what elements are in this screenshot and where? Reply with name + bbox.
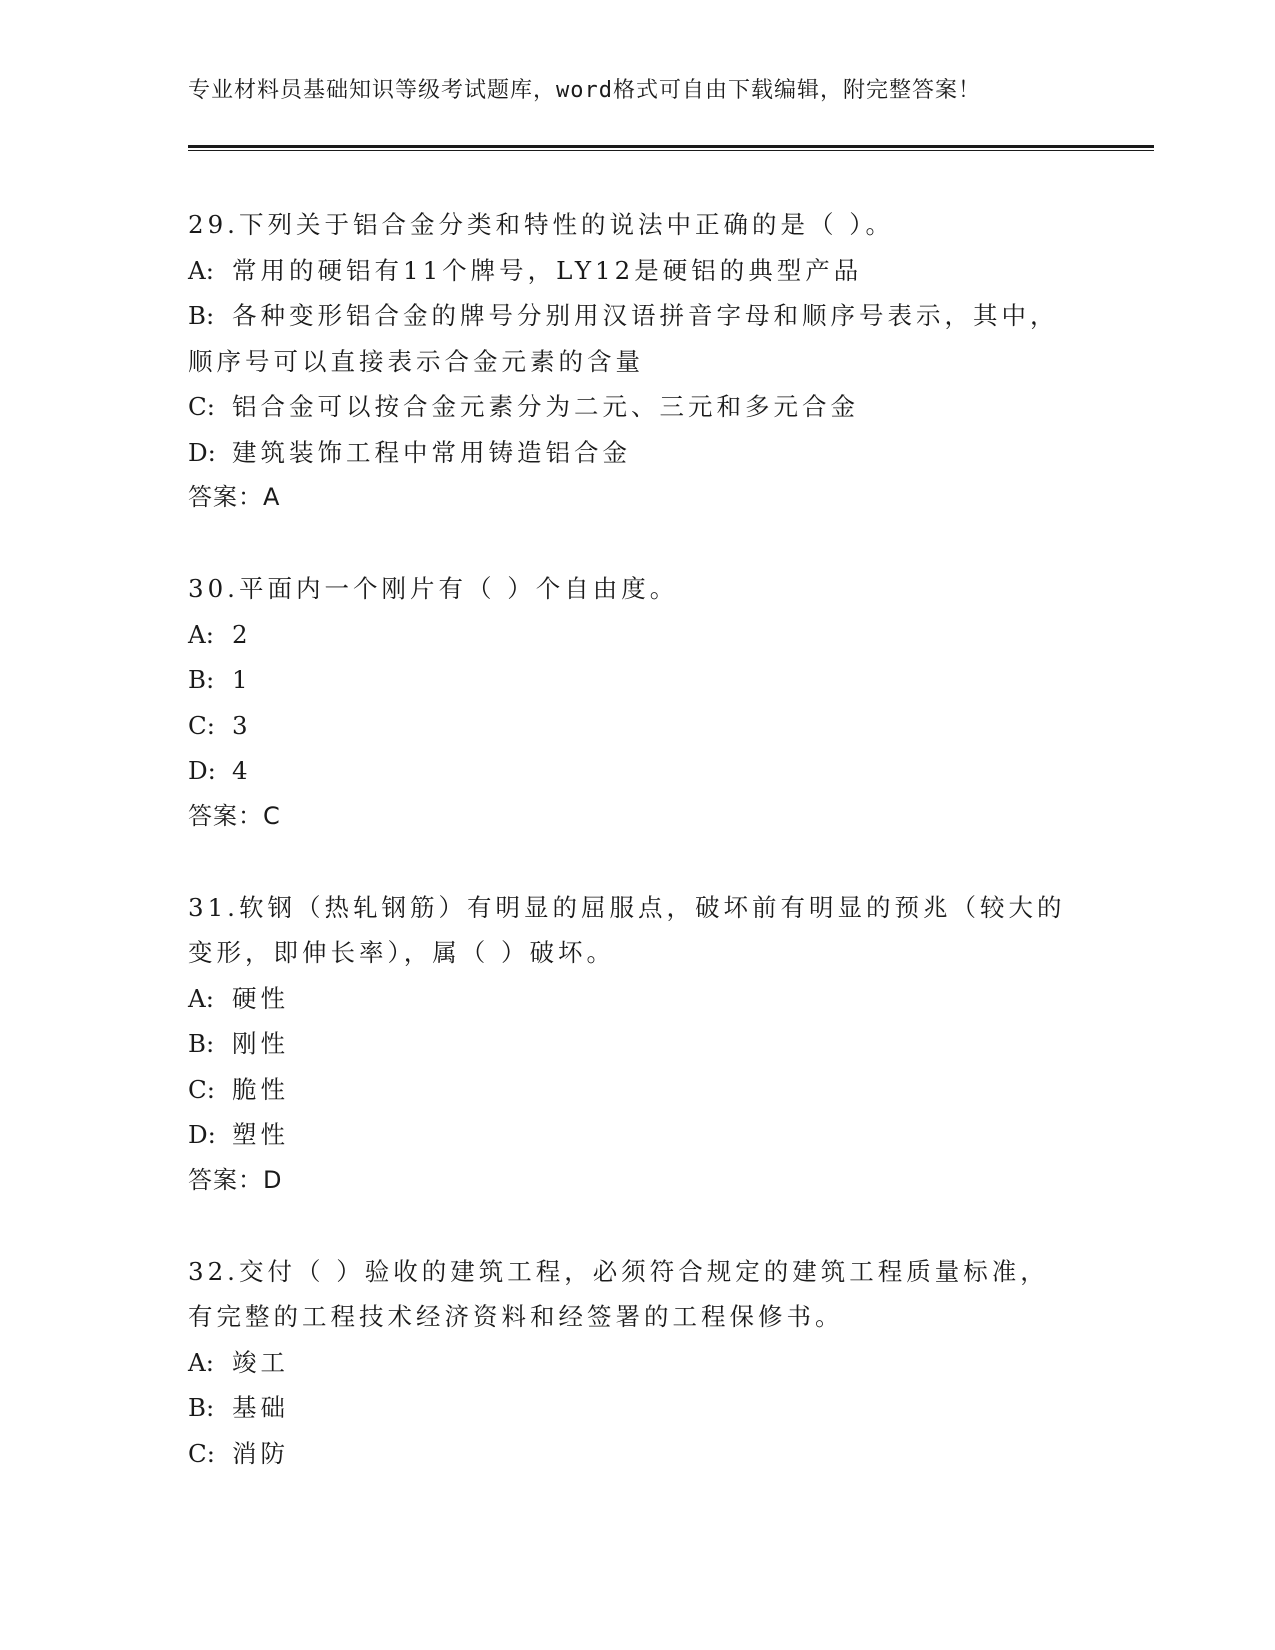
option-key: B: xyxy=(188,1029,215,1058)
option-line xyxy=(188,748,1148,794)
option-key: D: xyxy=(188,756,216,785)
option-key: C: xyxy=(188,392,216,421)
option-text: 刚性 xyxy=(232,1029,289,1058)
option-line xyxy=(188,339,1148,385)
question-block xyxy=(188,1249,1148,1477)
option-text: 塑性 xyxy=(232,1120,289,1149)
option-key: D: xyxy=(188,437,216,467)
option-text: 硬性 xyxy=(232,983,289,1013)
option-key: A: xyxy=(188,1347,214,1377)
answer: 答案：A xyxy=(188,483,281,511)
option-key: A: xyxy=(188,983,214,1013)
option-text: 顺序号可以直接表示合金元素的含量 xyxy=(188,346,644,376)
question-stem: 29.下列关于铝合金分类和特性的说法中正确的是（ ）。 xyxy=(188,210,894,239)
option-text: 铝合金可以按合金元素分为二元、三元和多元合金 xyxy=(232,392,859,421)
answer: 答案：C xyxy=(188,801,281,830)
option-line xyxy=(188,430,1148,476)
option-line xyxy=(188,1112,1148,1158)
question-block xyxy=(188,202,1148,521)
question-stem: 有完整的工程技术经济资料和经签署的工程保修书。 xyxy=(188,1302,844,1331)
question-block xyxy=(188,885,1148,1204)
option-key: A: xyxy=(188,619,214,649)
option-text: 各种变形铝合金的牌号分别用汉语拼音字母和顺序号表示，其中， xyxy=(232,301,1059,330)
option-text: 4 xyxy=(232,756,252,785)
option-line xyxy=(188,976,1148,1022)
question-stem: 30.平面内一个刚片有（ ）个自由度。 xyxy=(188,574,679,603)
option-text: 消防 xyxy=(232,1438,289,1468)
header-rule-thin xyxy=(188,150,1154,151)
option-line xyxy=(188,1067,1148,1113)
question-stem: 31.软钢（热轧钢筋）有明显的屈服点，破坏前有明显的预兆（较大的 xyxy=(188,892,1066,922)
option-text: 竣工 xyxy=(232,1347,289,1377)
option-key: B: xyxy=(188,301,215,330)
question-stem: 变形，即伸长率），属（ ）破坏。 xyxy=(188,938,616,967)
option-line xyxy=(188,1385,1148,1431)
option-text: 1 xyxy=(232,665,252,694)
option-text: 脆性 xyxy=(232,1074,289,1104)
option-line xyxy=(188,612,1148,658)
answer: 答案：D xyxy=(188,1165,283,1194)
option-line xyxy=(188,384,1148,430)
option-key: C: xyxy=(188,710,216,740)
option-text: 2 xyxy=(232,619,252,649)
option-line xyxy=(188,248,1148,294)
option-line xyxy=(188,657,1148,703)
question-block xyxy=(188,566,1148,839)
option-line xyxy=(188,1340,1148,1386)
option-key: B: xyxy=(188,1393,215,1422)
option-line xyxy=(188,1021,1148,1067)
header-rule-thick xyxy=(188,145,1154,148)
question-stem: 32.交付（ ）验收的建筑工程，必须符合规定的建筑工程质量标准， xyxy=(188,1256,1049,1286)
option-line xyxy=(188,703,1148,749)
option-text: 基础 xyxy=(232,1393,289,1422)
option-key: B: xyxy=(188,665,215,694)
option-text: 建筑装饰工程中常用铸造铝合金 xyxy=(232,437,631,467)
option-key: D: xyxy=(188,1120,216,1149)
option-text: 3 xyxy=(232,710,252,740)
option-line xyxy=(188,1431,1148,1477)
option-key: C: xyxy=(188,1438,216,1468)
option-text: 常用的硬铝有11个牌号，LY12是硬铝的典型产品 xyxy=(232,255,863,285)
option-key: A: xyxy=(188,255,214,285)
question-list xyxy=(188,202,1148,1476)
option-key: C: xyxy=(188,1074,216,1104)
option-line xyxy=(188,293,1148,339)
page-header: 专业材料员基础知识等级考试题库，word格式可自由下载编辑，附完整答案！ xyxy=(188,78,981,103)
